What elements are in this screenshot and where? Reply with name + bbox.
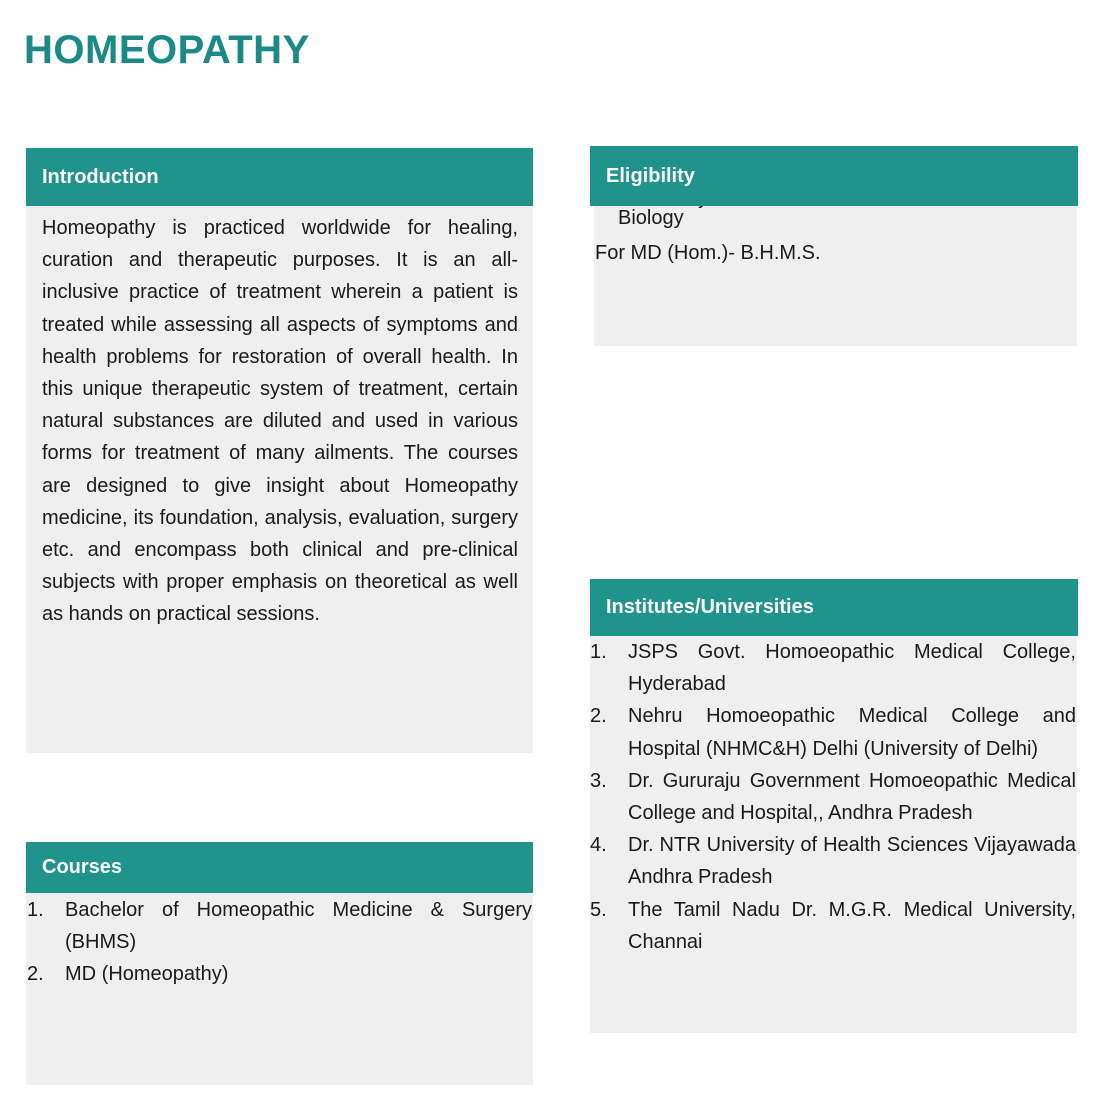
list-item-label: Bachelor of Homeopathic Medicine & Surgery (BHMS)	[65, 899, 532, 954]
list-number: 1.	[27, 899, 44, 921]
courses-list	[27, 894, 532, 991]
list-item	[590, 765, 1076, 829]
list-item	[590, 636, 1076, 700]
courses-header	[26, 842, 533, 893]
introduction-heading: Introduction	[42, 165, 159, 188]
institutes-list	[590, 636, 1076, 958]
institutes-heading: Institutes/Universities	[606, 596, 814, 618]
list-item-label: MD (Homeopathy)	[65, 963, 229, 986]
list-item-label: Dr. Gururaju Government Homoeopathic Medical College and Hospital,, Andhra Pradesh	[628, 769, 1076, 825]
list-item	[590, 700, 1076, 764]
eligibility-heading: Eligibility	[606, 164, 695, 187]
introduction-text: Homeopathy is practiced worldwide for healing, curation and therapeutic purposes. It is an all-inclusive practice of treatment wherein a patient is treated while assessing all aspects of symptoms and health problems for restoration of overall health. In this unique therapeutic system of treatment, certain natural substances are diluted and used in various forms for treatment of many ailments. The courses are designed to give insight about Homeopathy medicine, its foundation, analysis, evaluation, surgery etc. and encompass both clinical and pre-clinical subjects with proper emphasis on theoretical as well as hands on practical sessions.	[42, 217, 518, 626]
list-number: 4.	[590, 834, 607, 857]
list-number: 2.	[590, 705, 607, 728]
list-item-label: The Tamil Nadu Dr. M.G.R. Medical University, Channai	[628, 898, 1076, 953]
list-item-label: Dr. NTR University of Health Sciences Vijayawada Andhra Pradesh	[628, 834, 1076, 889]
institutes-header	[590, 579, 1078, 636]
list-item	[27, 894, 532, 958]
eligibility-header	[590, 146, 1078, 206]
list-number: 2.	[27, 963, 44, 986]
courses-heading: Courses	[42, 856, 123, 878]
introduction-header	[26, 148, 533, 206]
list-number: 3.	[590, 769, 607, 792]
eligibility-text: For MD (Hom.)- B.H.M.S.	[595, 242, 821, 264]
list-item	[590, 829, 1076, 893]
page-title: HOMEOPATHY	[24, 28, 310, 72]
list-number: 5.	[590, 898, 607, 921]
eligibility-clipped-line: Biology	[618, 207, 684, 229]
list-item	[590, 894, 1076, 958]
list-item	[27, 958, 532, 990]
list-item-label: JSPS Govt. Homoeopathic Medical College, Hyderabad	[628, 641, 1076, 696]
list-item-label: Nehru Homoeopathic Medical College and Hospital (NHMC&H) Delhi (University of Delhi)	[628, 705, 1076, 760]
list-number: 1.	[590, 641, 607, 663]
